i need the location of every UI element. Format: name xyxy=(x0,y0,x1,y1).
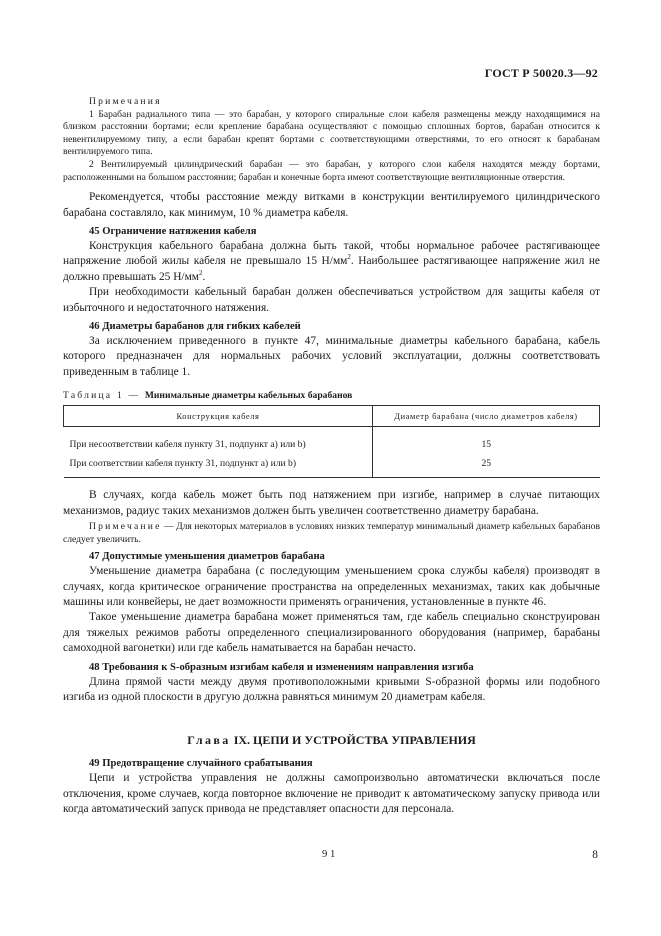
notes-block xyxy=(63,96,600,184)
note-item-1: 1 Барабан радиального типа — это барабан, у которого спиральные слои кабеля размещены между находящимися на близком расстоянии бортами; если крепление барабана осуществляют с помощью сплошных бортов, барабан относится к невентилируемому типу, а если барабан крепят бортами с соответствующими отверстиями, то его относят к барабанам вентилируемого типа. xyxy=(63,108,600,158)
footer-code: 9 1 xyxy=(322,849,336,860)
notes-title: Примечания xyxy=(89,96,162,107)
recommend-paragraph: Рекомендуется, чтобы расстояние между витками в конструкции вентилируемого цилиндрического барабана составляло, как минимум, 10 % диаметра кабеля. xyxy=(63,191,600,219)
section-45-title: 45 Ограничение натяжения кабеля xyxy=(89,225,257,237)
section-48-title: 48 Требования к S-образным изгибам кабеля и изменениям направления изгиба xyxy=(89,661,474,673)
section-45-paragraph-1: Конструкция кабельного барабана должна быть такой, чтобы нормальное рабочее растягивающее напряжение любой жилы кабеля не превышало 15 $Н/мм^2$. Наибольшее растягивающее напряжение жил не должно превышать 25 $Н/мм^2$. xyxy=(63,239,600,283)
page-number: 8 xyxy=(592,849,598,861)
table-1 xyxy=(63,405,600,478)
section-48-paragraph-1: Длина прямой части между двумя противоположными кривыми S-образной формы или подобного изгиба из одной плоскости в другую должна равняться минимум 20 диаметрам кабеля. xyxy=(63,675,600,704)
page-content xyxy=(63,96,600,818)
section-49-title: 49 Предотвращение случайного срабатывания xyxy=(89,758,313,770)
section-47-paragraph-1: Уменьшение диаметра барабана (с последующим уменьшением срока службы кабеля) производят в случаях, когда критическое ограничение пространства на определенных механизмах, таких как добычные машины или конвейеры, не дает возможности применять ограничения, установленные в пункте 46. xyxy=(63,565,600,609)
chapter-heading: Глава IX. ЦЕПИ И УСТРОЙСТВА УПРАВЛЕНИЯ xyxy=(187,733,476,748)
table-row xyxy=(64,427,600,455)
section-45-paragraph-2: При необходимости кабельный барабан должен обеспечиваться устройством для защиты кабеля от избыточного и недостаточного натяжения. xyxy=(63,286,600,314)
section-49-paragraph-1: Цепи и устройства управления не должны самопроизвольно автоматически включаться после отключения, кроме случаев, когда повторное включение не приводит к автоматическому запуску привода или когда автоматический запуск привода не представляет опасности для персонала. xyxy=(63,772,600,816)
section-47-paragraph-2: Такое уменьшение диаметра барабана может применяться там, где кабель специально сконструирован для тяжелых режимов работы определенного специализированного оборудования (например, барабаны самоходной вагонетки) или где кабель наматывается на барабан нечасто. xyxy=(63,611,600,655)
section-46-title: 46 Диаметры барабанов для гибких кабелей xyxy=(89,321,301,332)
section-46-paragraph-1: За исключением приведенного в пункте 47, минимальные диаметры кабельного барабана, кабель которого предназначен для нормальных рабочих условий эксплуатации, должны соответствовать приведенным в таблице 1. xyxy=(63,335,600,378)
table-header-diameter: Диаметр барабана (число диаметров кабеля) xyxy=(373,406,600,427)
tension-paragraph: В случаях, когда кабель может быть под натяжением при изгибе, например в случае питающих механизмов, радиус таких механизмов должен быть увеличен соответственно диаметру барабана. xyxy=(63,489,600,517)
table-cell-diameter: 25 xyxy=(373,454,600,478)
table-header-construction: Конструкция кабеля xyxy=(64,406,373,427)
standard-header: ГОСТ Р 50020.3—92 xyxy=(484,66,598,80)
note-paragraph: Примечание — Для некоторых материалов в условиях низких температур минимальный диаметр кабельных барабанов следует увеличить. xyxy=(63,521,600,545)
table-cell-construction: При соответствии кабеля пункту 31, подпункт а) или b) xyxy=(64,454,373,478)
table-row xyxy=(64,454,600,478)
table-1-caption: Таблица 1 — Минимальные диаметры кабельных барабанов xyxy=(63,390,353,402)
table-cell-diameter: 15 xyxy=(481,439,492,451)
table-cell-construction: При несоответствии кабеля пункту 31, подпункт а) или b) xyxy=(64,427,373,455)
section-47-title: 47 Допустимые уменьшения диаметров барабана xyxy=(89,551,325,563)
note-item-2: 2 Вентилируемый цилиндрический барабан — это барабан, у которого слои кабеля находятся между бортами, расположенными на большом расстоянии; барабан и конечные борта имеют соответствующие вентиляционные отверстия. xyxy=(63,158,600,183)
